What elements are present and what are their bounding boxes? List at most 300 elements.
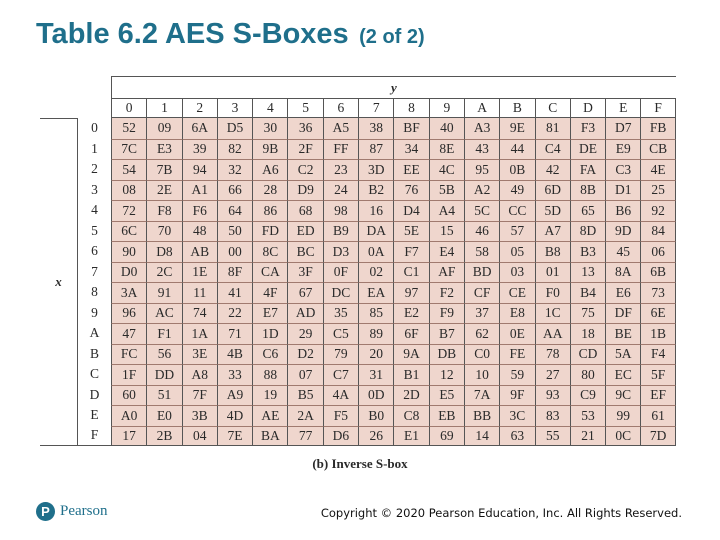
table-cell: 44 <box>499 139 534 160</box>
table-cell: B9 <box>323 221 358 242</box>
table-cell: 50 <box>217 221 252 242</box>
table-cell: 0A <box>358 241 393 262</box>
table-cell: CF <box>464 282 499 303</box>
table-cell: E1 <box>393 426 428 447</box>
table-cell: E3 <box>146 139 181 160</box>
table-cell: 95 <box>464 159 499 180</box>
table-cell: 38 <box>358 118 393 139</box>
table-cell: CC <box>499 200 534 221</box>
row-header: B <box>77 344 111 365</box>
table-cell: AE <box>252 405 287 426</box>
table-cell: 43 <box>464 139 499 160</box>
table-cell: AC <box>146 303 181 324</box>
table-cell: CA <box>252 262 287 283</box>
table-cell: 31 <box>358 364 393 385</box>
table-cell: 5D <box>535 200 570 221</box>
row-header: A <box>77 323 111 344</box>
table-cell: 2F <box>287 139 322 160</box>
table-cell: DD <box>146 364 181 385</box>
table-cell: 40 <box>429 118 464 139</box>
table-cell: A5 <box>323 118 358 139</box>
table-cell: FE <box>499 344 534 365</box>
table-cell: 81 <box>535 118 570 139</box>
table-cell: E0 <box>146 405 181 426</box>
column-header: 1 <box>146 98 181 118</box>
table-cell: E8 <box>499 303 534 324</box>
table-cell: 75 <box>570 303 605 324</box>
table-cell: A9 <box>217 385 252 406</box>
table-cell: 4E <box>640 159 675 180</box>
table-cell: 6F <box>393 323 428 344</box>
table-cell: C9 <box>570 385 605 406</box>
table-cell: 93 <box>535 385 570 406</box>
table-cell: 33 <box>217 364 252 385</box>
table-cell: 3F <box>287 262 322 283</box>
table-cell: 08 <box>111 180 146 201</box>
table-cell: FD <box>252 221 287 242</box>
row-header: 1 <box>77 139 111 160</box>
table-cell: 18 <box>570 323 605 344</box>
table-cell: 52 <box>111 118 146 139</box>
table-cell: C2 <box>287 159 322 180</box>
table-cell: 91 <box>146 282 181 303</box>
table-cell: 8B <box>570 180 605 201</box>
table-cell: B6 <box>605 200 640 221</box>
column-header: 0 <box>111 98 146 118</box>
table-cell: 76 <box>393 180 428 201</box>
table-cell: 72 <box>111 200 146 221</box>
table-cell: A2 <box>464 180 499 201</box>
table-cell: ED <box>287 221 322 242</box>
table-cell: CE <box>499 282 534 303</box>
table-cell: D8 <box>146 241 181 262</box>
table-cell: FB <box>640 118 675 139</box>
table-cell: 8F <box>217 262 252 283</box>
table-cell: F6 <box>182 200 217 221</box>
table-cell: 16 <box>358 200 393 221</box>
table-cell: 70 <box>146 221 181 242</box>
table-cell: AA <box>535 323 570 344</box>
table-cell: 42 <box>535 159 570 180</box>
column-header: 3 <box>217 98 252 118</box>
table-cell: 3C <box>499 405 534 426</box>
row-header: 5 <box>77 221 111 242</box>
table-cell: 92 <box>640 200 675 221</box>
table-cell: AB <box>182 241 217 262</box>
table-cell: 02 <box>358 262 393 283</box>
table-cell: B1 <box>393 364 428 385</box>
table-cell: 27 <box>535 364 570 385</box>
table-cell: C5 <box>323 323 358 344</box>
table-cell: 22 <box>217 303 252 324</box>
table-cell: 26 <box>358 426 393 447</box>
y-axis-label: y <box>111 76 676 98</box>
table-cell: E4 <box>429 241 464 262</box>
table-cell: D4 <box>393 200 428 221</box>
table-cell: A0 <box>111 405 146 426</box>
table-cell: FA <box>570 159 605 180</box>
table-cell: A8 <box>182 364 217 385</box>
table-cell: 30 <box>252 118 287 139</box>
table-cell: 53 <box>570 405 605 426</box>
table-cell: C8 <box>393 405 428 426</box>
table-cell: 1B <box>640 323 675 344</box>
table-cell: 79 <box>323 344 358 365</box>
table-cell: 9C <box>605 385 640 406</box>
table-cell: 1C <box>535 303 570 324</box>
table-cell: EA <box>358 282 393 303</box>
row-header: C <box>77 364 111 385</box>
table-cell: B0 <box>358 405 393 426</box>
table-cell: A1 <box>182 180 217 201</box>
table-cell: 60 <box>111 385 146 406</box>
table-cell: 03 <box>499 262 534 283</box>
table-cell: 51 <box>146 385 181 406</box>
slide-title-sub: (2 of 2) <box>359 26 425 48</box>
table-cell: 86 <box>252 200 287 221</box>
table-cell: 6A <box>182 118 217 139</box>
table-cell: 8E <box>429 139 464 160</box>
table-cell: 2E <box>146 180 181 201</box>
table-cell: B7 <box>429 323 464 344</box>
table-cell: 4C <box>429 159 464 180</box>
table-cell: DF <box>605 303 640 324</box>
table-cell: E9 <box>605 139 640 160</box>
table-cell: 62 <box>464 323 499 344</box>
table-cell: AD <box>287 303 322 324</box>
table-cell: 7D <box>640 426 675 447</box>
table-cell: 99 <box>605 405 640 426</box>
table-cell: 7A <box>464 385 499 406</box>
table-cell: 49 <box>499 180 534 201</box>
table-cell: 4A <box>323 385 358 406</box>
table-cell: 7E <box>217 426 252 447</box>
table-cell: FC <box>111 344 146 365</box>
table-caption-text: (b) Inverse S-box <box>312 456 408 471</box>
row-header: 6 <box>77 241 111 262</box>
table-cell: 1F <box>111 364 146 385</box>
table-cell: 32 <box>217 159 252 180</box>
table-cell: D2 <box>287 344 322 365</box>
column-header: 5 <box>287 98 322 118</box>
table-cell: EF <box>640 385 675 406</box>
table-caption <box>0 456 720 472</box>
table-cell: 9E <box>499 118 534 139</box>
slide-title-main: Table 6.2 AES S-Boxes <box>36 18 349 50</box>
table-cell: 36 <box>287 118 322 139</box>
table-cell: 2C <box>146 262 181 283</box>
table-cell: 00 <box>217 241 252 262</box>
table-cell: EB <box>429 405 464 426</box>
sbox-grid <box>40 76 676 446</box>
table-cell: BA <box>252 426 287 447</box>
table-cell: FF <box>323 139 358 160</box>
table-cell: 2D <box>393 385 428 406</box>
table-cell: 55 <box>535 426 570 447</box>
pearson-logo-icon <box>36 502 55 521</box>
table-cell: BF <box>393 118 428 139</box>
row-header: 0 <box>77 118 111 139</box>
pearson-logo <box>36 502 108 521</box>
table-cell: 89 <box>358 323 393 344</box>
table-cell: B4 <box>570 282 605 303</box>
table-cell: 1E <box>182 262 217 283</box>
table-cell: C3 <box>605 159 640 180</box>
table-cell: F2 <box>429 282 464 303</box>
row-header: F <box>77 426 111 447</box>
table-cell: 2A <box>287 405 322 426</box>
table-cell: 3E <box>182 344 217 365</box>
table-cell: 45 <box>605 241 640 262</box>
table-cell: 12 <box>429 364 464 385</box>
table-cell: DA <box>358 221 393 242</box>
table-cell: B3 <box>570 241 605 262</box>
column-header: E <box>605 98 640 118</box>
table-cell: 80 <box>570 364 605 385</box>
row-header: 2 <box>77 159 111 180</box>
table-cell: 6E <box>640 303 675 324</box>
column-header: 9 <box>429 98 464 118</box>
table-cell: CB <box>640 139 675 160</box>
table-cell: 57 <box>499 221 534 242</box>
column-header: B <box>499 98 534 118</box>
table-cell: 11 <box>182 282 217 303</box>
row-header: 8 <box>77 282 111 303</box>
table-cell: 29 <box>287 323 322 344</box>
table-cell: 61 <box>640 405 675 426</box>
table-cell: 9A <box>393 344 428 365</box>
table-cell: 82 <box>217 139 252 160</box>
table-cell: 20 <box>358 344 393 365</box>
table-cell: 6D <box>535 180 570 201</box>
table-cell: 04 <box>182 426 217 447</box>
row-header: E <box>77 405 111 426</box>
table-cell: 01 <box>535 262 570 283</box>
table-cell: 84 <box>640 221 675 242</box>
table-cell: 09 <box>146 118 181 139</box>
table-cell: 9B <box>252 139 287 160</box>
table-cell: F8 <box>146 200 181 221</box>
table-cell: D1 <box>605 180 640 201</box>
table-cell: C7 <box>323 364 358 385</box>
table-cell: 7B <box>146 159 181 180</box>
column-header: 6 <box>323 98 358 118</box>
table-corner <box>40 76 111 118</box>
table-cell: 21 <box>570 426 605 447</box>
table-cell: B2 <box>358 180 393 201</box>
table-cell: 4B <box>217 344 252 365</box>
column-header: C <box>535 98 570 118</box>
table-cell: F1 <box>146 323 181 344</box>
table-cell: D7 <box>605 118 640 139</box>
table-cell: 07 <box>287 364 322 385</box>
table-cell: 48 <box>182 221 217 242</box>
row-header: 4 <box>77 200 111 221</box>
table-cell: F5 <box>323 405 358 426</box>
table-cell: 1A <box>182 323 217 344</box>
table-cell: BC <box>287 241 322 262</box>
column-header: F <box>640 98 675 118</box>
row-header: 7 <box>77 262 111 283</box>
table-cell: 98 <box>323 200 358 221</box>
table-cell: B8 <box>535 241 570 262</box>
row-header: D <box>77 385 111 406</box>
table-cell: A7 <box>535 221 570 242</box>
pearson-logo-text: Pearson <box>60 503 108 519</box>
table-cell: 05 <box>499 241 534 262</box>
table-cell: 0C <box>605 426 640 447</box>
table-cell: E2 <box>393 303 428 324</box>
table-cell: 14 <box>464 426 499 447</box>
table-cell: A3 <box>464 118 499 139</box>
table-cell: DC <box>323 282 358 303</box>
table-cell: DB <box>429 344 464 365</box>
table-cell: 5F <box>640 364 675 385</box>
table-cell: 13 <box>570 262 605 283</box>
table-cell: C6 <box>252 344 287 365</box>
table-cell: 58 <box>464 241 499 262</box>
table-cell: 15 <box>429 221 464 242</box>
table-cell: 3A <box>111 282 146 303</box>
table-cell: 3D <box>358 159 393 180</box>
table-cell: D3 <box>323 241 358 262</box>
table-cell: 0D <box>358 385 393 406</box>
table-cell: 77 <box>287 426 322 447</box>
table-cell: E5 <box>429 385 464 406</box>
table-cell: EE <box>393 159 428 180</box>
table-cell: BB <box>464 405 499 426</box>
column-header: D <box>570 98 605 118</box>
table-cell: 7F <box>182 385 217 406</box>
row-header: 9 <box>77 303 111 324</box>
table-cell: D9 <box>287 180 322 201</box>
table-cell: C0 <box>464 344 499 365</box>
table-cell: E7 <box>252 303 287 324</box>
table-cell: 63 <box>499 426 534 447</box>
table-cell: BD <box>464 262 499 283</box>
table-cell: 0B <box>499 159 534 180</box>
table-cell: C4 <box>535 139 570 160</box>
table-cell: 47 <box>111 323 146 344</box>
table-cell: 35 <box>323 303 358 324</box>
table-cell: 24 <box>323 180 358 201</box>
table-cell: 87 <box>358 139 393 160</box>
table-cell: B5 <box>287 385 322 406</box>
table-cell: E6 <box>605 282 640 303</box>
table-cell: 37 <box>464 303 499 324</box>
table-cell: 4D <box>217 405 252 426</box>
table-cell: 69 <box>429 426 464 447</box>
table-cell: 5A <box>605 344 640 365</box>
table-cell: CD <box>570 344 605 365</box>
table-cell: 9F <box>499 385 534 406</box>
table-cell: 2B <box>146 426 181 447</box>
table-cell: 5B <box>429 180 464 201</box>
table-cell: 1D <box>252 323 287 344</box>
table-cell: 46 <box>464 221 499 242</box>
table-cell: 8A <box>605 262 640 283</box>
table-cell: 8D <box>570 221 605 242</box>
table-cell: 88 <box>252 364 287 385</box>
column-header: 8 <box>393 98 428 118</box>
table-cell: 9D <box>605 221 640 242</box>
table-cell: 34 <box>393 139 428 160</box>
table-cell: A6 <box>252 159 287 180</box>
table-cell: 39 <box>182 139 217 160</box>
table-cell: 4F <box>252 282 287 303</box>
table-cell: 71 <box>217 323 252 344</box>
table-cell: 97 <box>393 282 428 303</box>
table-cell: 67 <box>287 282 322 303</box>
table-cell: F7 <box>393 241 428 262</box>
column-header: A <box>464 98 499 118</box>
table-cell: C1 <box>393 262 428 283</box>
table-cell: 56 <box>146 344 181 365</box>
table-cell: 66 <box>217 180 252 201</box>
table-cell: 41 <box>217 282 252 303</box>
table-cell: 17 <box>111 426 146 447</box>
column-header: 4 <box>252 98 287 118</box>
table-cell: D5 <box>217 118 252 139</box>
table-cell: DE <box>570 139 605 160</box>
table-cell: 68 <box>287 200 322 221</box>
table-cell: EC <box>605 364 640 385</box>
row-header: 3 <box>77 180 111 201</box>
table-cell: A4 <box>429 200 464 221</box>
column-header: 7 <box>358 98 393 118</box>
table-cell: F9 <box>429 303 464 324</box>
table-cell: F0 <box>535 282 570 303</box>
column-header: 2 <box>182 98 217 118</box>
table-cell: 90 <box>111 241 146 262</box>
pearson-logo-letter: P <box>41 504 50 519</box>
table-cell: D0 <box>111 262 146 283</box>
x-axis-label: x <box>40 118 77 446</box>
table-cell: 54 <box>111 159 146 180</box>
table-cell: 5E <box>393 221 428 242</box>
table-cell: 6C <box>111 221 146 242</box>
table-cell: 7C <box>111 139 146 160</box>
table-cell: BE <box>605 323 640 344</box>
table-cell: 65 <box>570 200 605 221</box>
copyright-notice: Copyright © 2020 Pearson Education, Inc. All Rights Reserved. <box>320 506 682 520</box>
table-cell: 06 <box>640 241 675 262</box>
table-cell: D6 <box>323 426 358 447</box>
table-cell: 8C <box>252 241 287 262</box>
table-cell: 85 <box>358 303 393 324</box>
table-cell: 96 <box>111 303 146 324</box>
table-cell: 10 <box>464 364 499 385</box>
table-cell: 59 <box>499 364 534 385</box>
table-cell: 6B <box>640 262 675 283</box>
table-cell: 5C <box>464 200 499 221</box>
table-cell: 83 <box>535 405 570 426</box>
inverse-sbox-table <box>40 76 676 446</box>
slide-title <box>36 18 425 51</box>
table-cell: F3 <box>570 118 605 139</box>
table-cell: 0E <box>499 323 534 344</box>
table-cell: 3B <box>182 405 217 426</box>
table-cell: 28 <box>252 180 287 201</box>
table-cell: 23 <box>323 159 358 180</box>
table-cell: 73 <box>640 282 675 303</box>
table-cell: 78 <box>535 344 570 365</box>
table-cell: AF <box>429 262 464 283</box>
table-cell: 25 <box>640 180 675 201</box>
table-cell: 64 <box>217 200 252 221</box>
table-cell: 94 <box>182 159 217 180</box>
table-cell: 19 <box>252 385 287 406</box>
